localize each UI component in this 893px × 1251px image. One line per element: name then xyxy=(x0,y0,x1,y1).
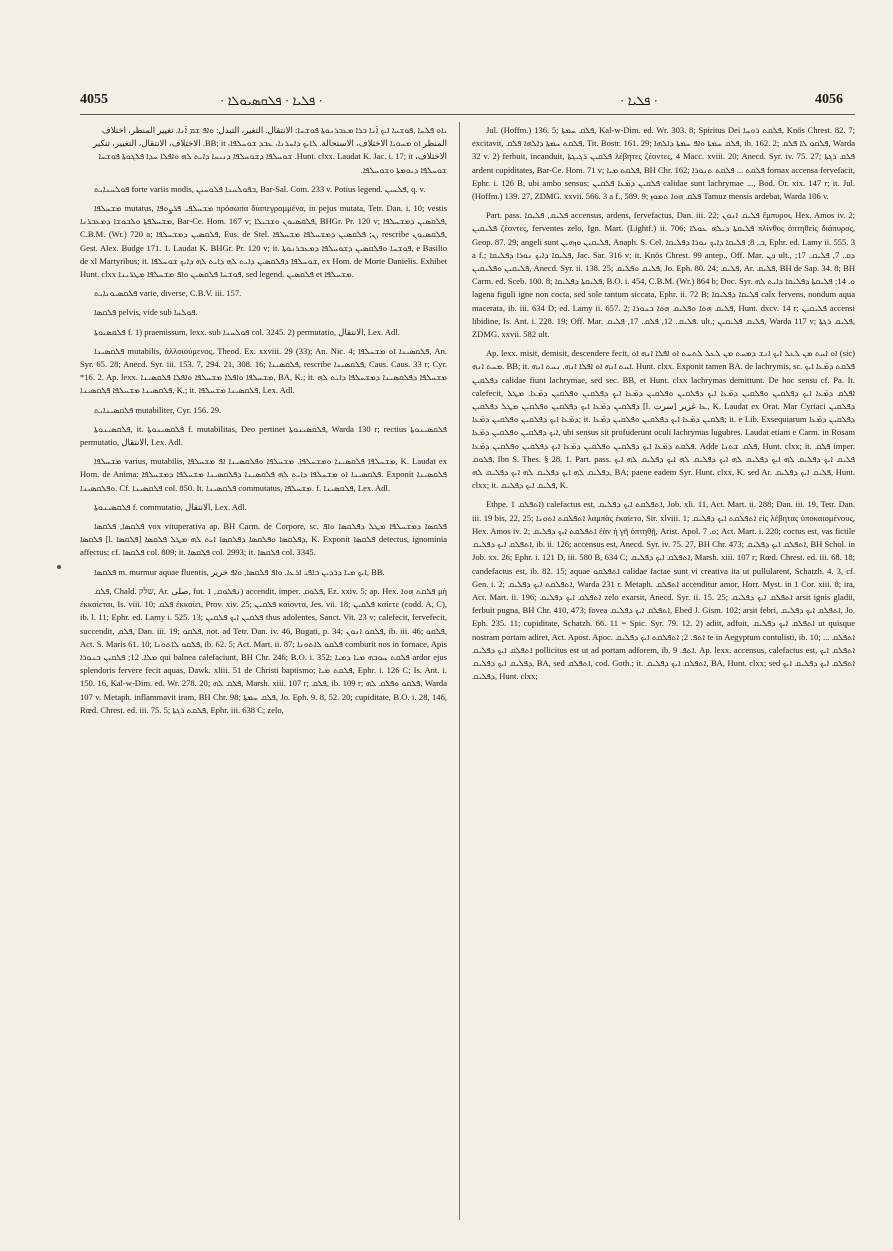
dictionary-entry: ܦܠܩܣܐ, ܦܠܩܣܐ vox vituperativa ap. BH Carm. de Corpore, sc. ܦܠܩܣܐ ܕܡܫܚܠܦܐ ܡܛܠ ܕܦܠܩܣܐ ܘܐܦ ܦܠܩܣܐ [l. ܦܠܩܣܐ] ܕܦܠܩܣܐ ܘܦܠܩܣܐ ܕܦܠܩܣܐ ܐܝܬ ܠܗ ܡܛܠ ܦܠܩܣܐ, K. Exponit ܦܠܩܣܐ detectus, ignominia affectus; cf. ܦܠܩܣܐ col. 809; it. ܦܠܩܣܐ col. 2993; it. ܦܠܩܣܐ col. 3345. xyxy=(80,521,448,558)
dictionary-entry: ܦܠܩ, Chald. שלק, Ar. صلى, fut. ܢܦܠܘܩ, 1) accendit, imper. ܦܠܘܩ, Ez. xxiv. 5; ap. Hex. ܦܠܩܬ ܗܘܐ μὴ ἐκκαίεται, Is. viii. 10; ܦܠܩ ἐκκαίει, Prov. xiv. 25; ܦܠܩܝܢ καίοντα, Jes. vii. 18; ܦܠܩܝܢ καίετε (codd. A, C), ib. l. 11; Ephr. ed. Lamy i. 525. 13; ܦܠܩܝܢ ܐܝܟ ܦܠܩܝܢ thus adolentes, Sanct. Vit. 23 v; calefecit, fervefecit, succendit, ܦܠܩ, Dan. iii. 19; ܦܠܩܘ, not. ad Tetr. Dan. iv. 46, Bugati, p. 34; ܦܠܩܘ ܐܢܘܢ, ib. iii. 46; ܦܠܩܘ, Act. S. Maris 61. 10; ܦܠܩܘ ܠܐܬܘܢܐ, ib. 62. 5; Act. Mart. ii. 87; ܦܠܩܘ ܠܐܬܘܢܐ comburit nos in fornace, Apis ܡܠܐ. 12; ܦܠܩܝܢ ܒܢܘܪܐ qui balnea calefaciunt, BH Chr. 246; B.O. i. 352; ܦܠܩܬ ܚܘܒܗ ܡܝܐ ܕܡܝܐ ardor ejus splendoris fervere fecit aquas, Dawk. xliii. 51 de Christi baptismo; ܦܠܩܬ ܡܝܐ, Ephr. i. 126 C; Is. Ant. i. 150. 16, Kal-w-Dim. ed. Wr. 278. 20; ܦܠܩ ܠܗ, Marsh. xiii. 107 r; ܦܠܩ, ib. 109 r; ܦܠܩܘ ܘܦܠܩ ܠܗ, Warda 107 v. Metaph. inflammavit iram, BH Chr. 98; ܦܠܩ ܚܡܬܐ, Jo. Eph. 9. 8, 52. 20; cupiditate, B.O. i. 28, 146, Rœd. Chrest. ed. iii. 75. 5; ܦܠܩܬ ܪܓܬܐ, Ephr. iii. 638 C; zelo, xyxy=(80,585,448,715)
dictionary-entry: ܝܐܘ ܦܠܚܐ ,ܦܘܫܚܐ ܐܝܟ ܐ̄ܢܐ ܒܪܐ ܡܥܒܪܢܘܬܐ ܦܘܫܚܐ: الانتقال. التغير، التبدل: ܘܐܦ ܫܡ ܐ̄ܢܐ. تغيير المنظر، اختلاف المنظر ܐܘ ܡܚܘܝܐ الاختلاف، الاستحالة. ܠܐܝܟ ܕܐܚܪܢܐ، ܥܒܕ ܫܘܚܠܦܐ، BB; it. الاختلاف، الانتقال، التغيير، تنكير الاختلاف، Hunt. clxx. Laudat K. Jac. i. 17; it. ܫܘܚܠܦܐ ܕܫܘܚܠܦܐ ܕܢܝܚܐ ܕܐܝܬ ܠܗ ܘܐܦܠܐ ܚܕܐ ܦܠܓܘܬܐ ܦܘܫܚܐ ܫܘܚܠܦܐ ܕܝܘܡܬܐ ܘܫܘܚܠܦܐ. xyxy=(93,125,447,175)
dictionary-entry: ܦܠܩܣܝܢܐ mutabilis, ἀλλοιούμενος, Theod. Ex. xxviii. 29 (33); An. Nic. 4; ܦܠܩܣܝܢܐ ܐܘ ܡܫܚܠܦܐ, An. Syr. 65. 28; Anecd. Syr. iii. 153. 7, 294. 21, 308. 16; ܦܠܩܣܝܢܐ, rescribe ܦܠܩܣܝܢܐ, Caus. Caus. 33 r; Cyr. *16. 2. Ap. lexx. ܡܫܚܠܦܐ ܘܐܦܠܐ ܡܫܚܠܦܐ ܘܐܦܠܐ ܦܠܩܣܝܢܐ, BA, K.; it. ܡܫܚܠܦܐ ܕܦܠܩܣܝܢܐ ܕܡܫܚܠܦܐ ܕܐܝܬ ܠܗ ܦܠܩܣܝܢܐ ܡܫܚܠܦܐ ܦܠܩܣܝܢܐ, K.; it. ܦܠܩܣܝܢܐ ܡܫܚܠܦܐ, Lex. Adl. xyxy=(80,345,448,396)
left-column xyxy=(80,124,447,723)
dictionary-entry: ܦܠܩܣܝܢܐܝܬ mutabiliter, Cyr. 156. 29. xyxy=(94,404,222,415)
page-number-left: 4055 xyxy=(80,92,108,107)
page-number-right: 4056 xyxy=(815,92,843,107)
running-head-left: · ܦܠܝܐ · ܦܠܩܣܝܘܠܐ · xyxy=(220,93,323,108)
dictionary-entry: Part. pass. ܦܠܝܩ, ܦܠܝܩܐ accensus, ardens, fervefactus, Dan. iii. 22; ܦܠܝܩ ܐܢܘܢ ἔμπυροι, Hex. Amos iv. 2; ܦܠܝܩܝܢ ζέοντες, ferventes zelo, Ign. Mart. (Lightf.) ii. 706; ܦܠܝܩܬܐ ܕܝܠܗ ܥܘܠܐ πλίνθος ὀπτηθεὶς διάπυρος, Geop. 87. 29; angeli sunt ܦܠܝܩܝܢ ܘܙܗܝܢ, Anaph. S. Cel. ܒ. 8; ܦܠܝܩܐ ܕܐܝܟ ܢܘܪܐ ܕܦܠܝܩܐ, Ephr. ed. Lamy ii. 555. 3 a f.; ܦܠܝܩܐ ܕܐܝܟ ܢܘܪܐ ܕܦܠܝܩܐ, Jac. Sar. 316 v; it. Knös Chrest. 99 antep., Off. Mar. ܟܢ ult., ܕܩ. 7, ܦܠܝܩ. 17; ܦܠܝܩܝܢ ܘܦܠܝܩܝܢ, Anecd. Syr. ii. 138. 25; ܦܠܝܩ ܘܦܠܝܩ, Jo. Eph. 80. 24; ܦܠܝܩ, Ar. ܦܠܝܩ, BH de Sap. 34. 8; BH Carm. ed. Sceb. 100. 8; ܦܠܝܩܬܐ ܕܦܠܝܩܐ, B.O. i. 454, C.B.M. (Wr.) 864 b; Doc. Syr. ܘ. 14; ܦܠܝܩܬܐ ܕܦܠܝܩܐ ܕܐܝܬ ܠܗ lagena figuli igne non cocta, sed sole tantum siccata, Ephr. ii. 72 B; ܦܠܝܩܐ ܕܦܠܝܩܐ calx fervens, nondum aqua macerata, ib. iii. 634 D; ed. Lamy ii. 657. 2; ܦܠܝܩ ܗܘܐ ܘܦܠܝܩ ܗܘܐ ܒܢܘܪܐ, Hunt. dxcv. 14 r; ܦܠܝܩܝܢ accensi libidine, Is. Ant. i. 228. 19; Off. Mar. ܦܠܝܩ. 12, ܦܠܩ. 17, ܦܠܝܩ. ult.; ܦܠܝܩ ܦܠܝܩܝܢ, Warda 117 v; ܦܠܝܩ ܪܓܬܐ, ZDMG. xxvii. 582 ult. xyxy=(472,210,856,340)
dictionary-entry: ܦܠܩܣܐ m. murmur aquae fluentis, ܐܝܟ ܡܝܐ ܕܪܕܝܢ ܒܐܦܝ ܐܪܥܐ. ܘܐܦ ܦܠܩܣܐ, ܘܐܦ خرير, BB. xyxy=(94,566,385,577)
dictionary-entry: ܦܠܩܣܐ pelvis, vide sub ܦܘܠܚܐ. xyxy=(94,307,198,318)
column-divider xyxy=(459,122,460,1220)
dictionary-entry: Jul. (Hoffm.) 136. 5; ܦܠܩ ܚܡܬܐ, Kal-w-Dim. ed. Wr. 303. 8; Spiritus Dei ܦܠܩܬ ܪܘܚܐ, Knös Chrest. 82. 7; excitavit, ܦܠܩܬ ܚܡܬܐ ܕܐܠܗܐ ܦܠܩ, Tit. Bostr. 161. 29; ܦܠܩ ܚܡܬܐ ܘܐܦ ܚܡܬܐ ܕܐܠܗܐ, ib. 162. 2; ܦܠܩܘ ܠܐ ܦܠܩ, Warda 32 v. 2) ferbuit, incanduit, ܦܠܩܝܢ ܪ̈ܓܝܓܬܐ λέβητες ζέοντες, 4 Macc. xviii. 20; Anecd. Syr. iv. 75. 27; ܦܠܩ ܪܓܬܐ ardent cupiditates, Bar-Ce. Hom. 71 v; ܦܠܩܬ ܡܝܐ, BH Chr. 162; ܦܠܩܬ ... ܦܠܩܬ ܬܢܘܪܐ fornax accensa fervefacit, Ephr. i. 126 B, ubi ambo sensus; ܦܠܩܝܢ ܕܡ̈ܥܐ ܦܠܩܝܢ calidae sunt lachrymae ..., Bod. Or. xix. 147 r; it. Jul. (Hoffm.) 139. 27, ZDMG. xxvii. 566. 3 a f., 589. 9; ܦܠܩ ܗܘܐ ܬܡܘܙ Tamuz mensis ardebat, Warda 106 v. xyxy=(472,125,856,202)
dictionary-entry: Ap. lexx. misit, demisit, descendere fecit, ܐܘ ܐܚܬ ܡܢ ܠܥܠ ܐܝܟ ܐܢܫ ܕܡܚܬ ܡܢ ܠܥܠ ܠܬܚܬ ܐܘ ܐܦܠܐ ܐܢܗ ܐܘ (sic) ܡܚܬ ܐܢܗ. BB; it. ܐܚܬ ܐܢܗ ܐܘ ܐܦܠܐ ܐܢܗ. ܢܚܬ ܐܢܗ. Hunt. clxx. Exponit tamen BA. de lachrymis, sc. ܦܠܩܬ ܕܡ̈ܥܐ ܐܝܟ ܕܦܠܩܝܢ calidae fiunt lachrymae, sed sec. BB, et Hunt. clxx lachrymas demittunt. De hoc sensu cf. Pa. It. calefecit, ܐܦܠܩ ܕܡ̈ܥܐ ܐܝܟ ܕܦܠܩܝܢ ܘܦܠܩܝܢ ܕܡ̈ܥܐ ܐܝܟ ܕܦܠܩܝܢ ܘܦܠܩܝܢ ܕܡ̈ܥܐ ܐܝܟ ܕܦܠܩܝܢ ܘܦܠܩܝܢ ܕܡ̈ܥܐ. ܡܛܠ ܕܦܠܩܝܢ ܕܡ̈ܥܐ ܐܝܟ ܕܦܠܩܝܢ ܘܦܠܩܝܢ ܡܛܠ ܕܦܠܩܝܢ [l. سرت] ܥܐ غزير, K. Laudat ex Orat. Mar Cyriaci ܕܦܠܩܝܢ ܕܡ̈ܥܐ ܐܝܟ ܕܦܠܩܝܢ ܘܦܠܩܝܢ ܕܡ̈ܥܐ; it. ܦܠܩܝܢ ܕܡ̈ܥܐ ܐܝܟ ܕܦܠܩܝܢ ܘܦܠܩܝܢ ܕܡ̈ܥܐ; it. e Lib. Exsequiarum ܕܦܠܩܝܢ ܕܡ̈ܥܐ ܐܝܟ ܕܦܠܩܝܢ ܘܦܠܩܝܢ ܕܡ̈ܥܐ, ubi sensus sit profuderunt oculi lachrymas lugubres. Laudat etiam e Carm. in Rosam ܦܠܩܬ ܕܡ̈ܥܐ ܐܝܟ ܕܦܠܩܝܢ ܘܦܠܩܝܢ ܕܡ̈ܥܐ ܐܝܟ ܕܦܠܩܝܢ ܘܦܠܩܝܢ ܕܡ̈ܥܐ. Adde ܦܠܩ ܫܬܢܐ, Hunt. clxx; it. ܦܠܩ imper. ܦܠܘܩ, Ibn S. Thes. § 28. 1. Part. pass. ܦܠܝܩ ܐܝܟ ܕܦܠܝܩ ܠܗ ܐܝܟ ܕܦܠܝܩ ܠܗ ܐܝܟ ܕܦܠܝܩ ܠܗ ܐܝܟ ܕܦܠܝܩ ܠܗ ܐܝܟ ܕܦܠܝܩ ܠܗ ܐܝܟ ܕܦܠܝܩ ܠܗ ܐܝܟ ܕܦܠܝܩ ܠܗ, BA; paene eadem Syr. Hunt. clxx, K. sed Ar. ܦܠܝܩ ܐܝܟ ܕܦܠܝܩ, Hunt. clxx; it. ܦܠܝܩ ܐܝܟ ܕܦܠܝܩ, K. xyxy=(472,348,856,491)
margin-mark xyxy=(57,565,61,569)
dictionary-entry: ܡܫܚܠܦܐ varius, mutabilis, ܡܫܚܠܦܐ ܦܠܩܣܝܢܐ ܘܡܫܚܠܦܐ. ܡܫܚܠܦܐ ܘܦܠܩܣܝܢܐ ܐܦ ܡܫܚܠܦܐ, K. Laudat ex Hom. de Anima: ܦܠܩܣܝܢܐ ܐܘ ܡܫܚܠܦܐ ܕܐܝܬ ܠܗ ܦܠܩܣܝܢܐ ܕܦܠܩܣܝܢܐ ܡܫܚܠܦܐ ܕܡܫܚܠܦܐ. Exponit ܦܠܩܣܝܢܐ ܘܦܠܩܣܝܢܐ. Cf. ܦܠܩܣܝܢܐ col. 850. It. ܦܠܩܣܝܢܐ commutatus, ܡܫܚܠܦܐ. f. ܦܠܩܣܝܢܐ, Lex. Adl. xyxy=(80,456,448,493)
dictionary-entry: ܡܫܚܠܦܐ mutatus, ܡܫܚܠܦܝ ܦܪ̈ܨܘܦܐ πρόσωπα διαπεγραμμένα, in pejus mutata, Tetr. Dan. i. 10; vestis ܡܫܚܠܦܬܐ ܘܠܒܘܫܐ ܕܡܥܒܪܢܐ, Bar-Ce. Hom. 167 v; ܦܠܩܣܝܘܢ ܘܫܒܝܠܐ, BHGr. Pr. 120 v; ܦܠܩܣܝܢ ܕܡܫܚܠܦܐ, C.B.M. (Wr.) 720 a; ܦܠܩܣܝܢ ܕܡܫܚܠܦܐ, Eus. de Stel. ܢ; ܦܠܩܣܝܢ ܕܡܫܚܠܦܐ ܡܫܚܠܦܐ, rescribe ܦܠܩܣܝܘܢ, Gest. Alex. Budge 171. 1. Laudat K. BHGr. Pr. 120 v; it. ܦܘܫܚܐ ܘܦܠܩܣܝܢ ܕܫܘܚܠܦܐ ܕܡܥܒܪܢܘܬܐ, e Basilio de xl Martyribus; it. ܫܘܚܠܦܐ ܕܦܠܩܣܝܢ ܕܐܝܬ ܠܗ ܕܐܝܬ ܠܗ ܕܐܝܟ ܫܘܚܠܦܐ, ex Hom. de Morte Danielis. Exhibet Hunt. clxx ܦܘܫܚܐ ܦܠܩܣܝܢ ܘܐܦ ܡܫܚܠܦܐ ܡܛܪ̈ܝܢܐ, sed legend. ܦܠܩܣܝܢ et ܡܫܚܠܦܐ. xyxy=(80,203,448,280)
running-head-right: · ܦܠܝܐ · xyxy=(620,93,659,108)
dictionary-entry: ܦܠܩܣܝܢܘܬܐ f. commutatio, الانتقال, Lex. Adl. xyxy=(94,501,247,512)
dictionary-entry: ܦܠܩܣܝܘܢܐܝܬ varie, diverse, C.B.V. iii. 157. xyxy=(94,288,242,299)
dictionary-entry: ܦܘܠܚܢܐܝܬ forte variis modis, ܒܦܘܠܚܢܐ ܦܠܘܚܝܢ, Bar-Sal. Com. 233 v. Potius legend. ܦܠܚܝܢ, q. v. xyxy=(94,183,426,194)
header-rule xyxy=(80,114,855,115)
dictionary-entry: ܦܠܩܣܝܢܘܬܐ, it. ܦܠܩܣܝܢܘܬܐ f. mutabilitas, Deo pertinet ܦܠܩܣܝܢܘܬܐ, Warda 130 r; rectius ܦܠܩܣܝܢܘܬܐ permutatio, الانتقال, Lex. Adl. xyxy=(80,423,448,448)
right-column xyxy=(472,124,855,689)
dictionary-entry: ܦܠܩܣܝܘܬܐ f. 1) praemissum, lexx. sub ܦܘܠܚܢܐ col. 3245. 2) permutatio, الانتقال, Lex. Adl. xyxy=(94,326,400,337)
dictionary-entry: Ethpe. ܐܬܦܠܩ 1) calefactus est, ܐܬܦܠܩܬ ܐܝܟ ܕܦܠܝܩ, Job. xli. 11, Act. Mart. ii. 288; Dan. iii. 19, Tetr. Dan. iii. 19 bis, 22, 25; ܐܬܦܠܩܬ ܐܬܘܢܐ λαμπὰς ἐκαίετο, Sir. xlviii. 1; ܐܬܦܠܩܬ ܐܝܟ ܕܦܠܝܩ εἰς λέβητας ὑποκαιομένους, Hex. Amos iv. 2; ܐܬܦܠܩܬ ܐܝܟ ܕܦܠܝܩ ἐὰν ἡ γῆ ὀπτηθῇ, Arist. Apol. ܘ. 7; Act. Mart. i. 220; coctus est, vas fictile ܐܬܦܠܩ ܐܝܟ ܕܦܠܝܩ, ib. ii. 126; accensus est, Anecd. Syr. iv. 75. 27, BH Chr. 473; ܐܬܦܠܩ ܐܝܟ ܕܦܠܝܩ, BH Schol. in Job. xx. 26; Ephr. i. 121 D, iii. 580 B, 634 C; ܐܬܦܠܩ ܐܝܟ ܕܦܠܝܩ, Marsh. xiii. 107 r; Rœd. Chrest. ed. iii. 68. 18; candefactus est, ib. 82. 15; aquae ܐܬܦܠܩܘ calidae factae sunt vi creativa ita ut pullularent, Schatzh. 4. 3, cf. Gen. i. 2; ܐܬܦܠܩܬ ܐܝܟ ܕܦܠܝܩ, Warda 231 r. Metaph. ܐܬܦܠܩ accenditur amor, Horr. Myst. in 1 Cor. xiii. 8; ira, Act. Mart. ii. 196; ܐܬܦܠܩ ܐܝܟ ܕܦܠܝܩ zelo exarsit, Anecd. Syr. ii. 15. 25; ܐܬܦܠܩ ܐܝܟ ܕܦܠܝܩ arsit ignis gladii, ferbuit pugna, BH Chr. 410, 473; fovea ܐܬܦܠܩ ܐܝܟ ܕܦܠܝܩ, Ebed J. Gism. 102; arsit febri, ܐܬܦܠܩ ܐܝܟ ܕܦܠܝܩ, Jo. Eph. 235. 11; cupiditate, Schatzh. 66. 11 = Spic. Syr. 79. 12. 2) adiit, adfuit, ܐܬܦܠܩ ܐܝܟ ܕܦܠܝܩ ut quisque nostram portam adiret, Act. Apost. Apoc. ܐܬܦ. 2; ܐܬܦܠܩܬ ܐܝܟ ܕܦܠܝܩ te in Aegyptum contulisti, ib. 10; ܐܬܦܠܩ ... ܐܬܦܠܩ ܐܝܟ ܕܦܠܝܩ pollicitus est ut ad portam adforem, ib. ܐܬܦ. 9. Ap. lexx. accensus, calefactus est, ܐܬܦܠܩ ܐܝܟ ܕܦܠܝܩ ܐܝܟ ܕܦܠܝܩ, BA, sed ܐܬܦܠܩ, cod. Goth.; it. ܐܬܦܠܩ ܐܝܟ ܕܦܠܝܩ, BA, Hunt. clxx; sed ܐܬܦܠܩ ܐܝܟ ܕܦܠܝܩ ܐܝܟ ܕܦܠܝܩ, Hunt. clxx; xyxy=(472,499,856,682)
